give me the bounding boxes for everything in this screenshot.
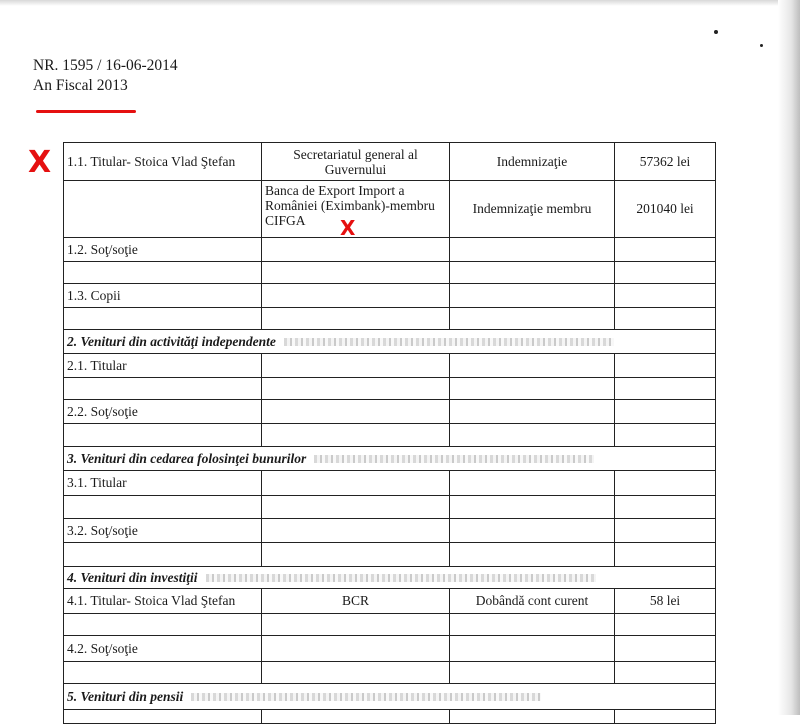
income-amount: 58 lei xyxy=(615,589,716,614)
section-heading: 2. Venituri din activităţi independente xyxy=(64,330,716,354)
row-label: 1.1. Titular- Stoica Vlad Ştefan xyxy=(64,143,262,181)
table-row xyxy=(64,614,716,636)
table-row xyxy=(64,378,716,400)
section-row xyxy=(64,684,716,710)
row-label: 2.2. Soţ/soţie xyxy=(64,400,262,424)
row-label: 4.1. Titular- Stoica Vlad Ştefan xyxy=(64,589,262,614)
table-row xyxy=(64,710,716,724)
table-row xyxy=(64,496,716,519)
table-row xyxy=(64,400,716,424)
table-row xyxy=(64,471,716,496)
table-row xyxy=(64,308,716,330)
scan-speck xyxy=(760,44,763,47)
redacted-text xyxy=(284,338,614,346)
section-row xyxy=(64,447,716,471)
red-underline-mark xyxy=(36,110,136,113)
table-row xyxy=(64,262,716,284)
row-label: 1.3. Copii xyxy=(64,284,262,308)
table-row xyxy=(64,143,716,181)
service-provided: Indemnizaţie membru xyxy=(450,181,615,238)
income-source: Banca de Export Import a României (Eximbank)-membru CIFGA xyxy=(262,181,450,238)
income-table xyxy=(63,142,715,724)
row-label xyxy=(64,181,262,238)
section-heading: 4. Venituri din investiţii xyxy=(64,567,716,589)
redacted-text xyxy=(206,574,596,582)
table-row xyxy=(64,636,716,662)
registration-number: NR. 1595 / 16-06-2014 xyxy=(33,57,178,74)
income-source: BCR xyxy=(262,589,450,614)
document-header xyxy=(33,56,178,96)
service-provided: Indemnizaţie xyxy=(450,143,615,181)
section-heading: 3. Venituri din cedarea folosinţei bunurilor xyxy=(64,447,716,471)
fiscal-year: An Fiscal 2013 xyxy=(33,77,128,94)
row-label: 1.2. Soţ/soţie xyxy=(64,238,262,262)
row-label: 3.1. Titular xyxy=(64,471,262,496)
table-row xyxy=(64,181,716,238)
income-amount: 201040 lei xyxy=(615,181,716,238)
table-row xyxy=(64,284,716,308)
table-row xyxy=(64,543,716,567)
table-row xyxy=(64,589,716,614)
scan-speck xyxy=(714,30,718,34)
table-row xyxy=(64,424,716,447)
redacted-text xyxy=(314,455,594,463)
row-label: 4.2. Soţ/soţie xyxy=(64,636,262,662)
row-label: 3.2. Soţ/soţie xyxy=(64,519,262,543)
row-label: 2.1. Titular xyxy=(64,354,262,378)
redacted-text xyxy=(191,693,541,701)
scan-right-edge xyxy=(778,0,800,715)
red-x-mark: X xyxy=(28,145,52,180)
section-row xyxy=(64,330,716,354)
income-source: Secretariatul general al Guvernului xyxy=(262,143,450,181)
service-provided: Dobândă cont curent xyxy=(450,589,615,614)
table-row xyxy=(64,238,716,262)
table-row xyxy=(64,354,716,378)
red-x-mark: X xyxy=(340,216,356,240)
table-row xyxy=(64,662,716,684)
table-row xyxy=(64,519,716,543)
income-amount: 57362 lei xyxy=(615,143,716,181)
section-heading: 5. Venituri din pensii xyxy=(64,684,716,710)
section-row xyxy=(64,567,716,589)
scan-top-edge xyxy=(0,0,800,6)
